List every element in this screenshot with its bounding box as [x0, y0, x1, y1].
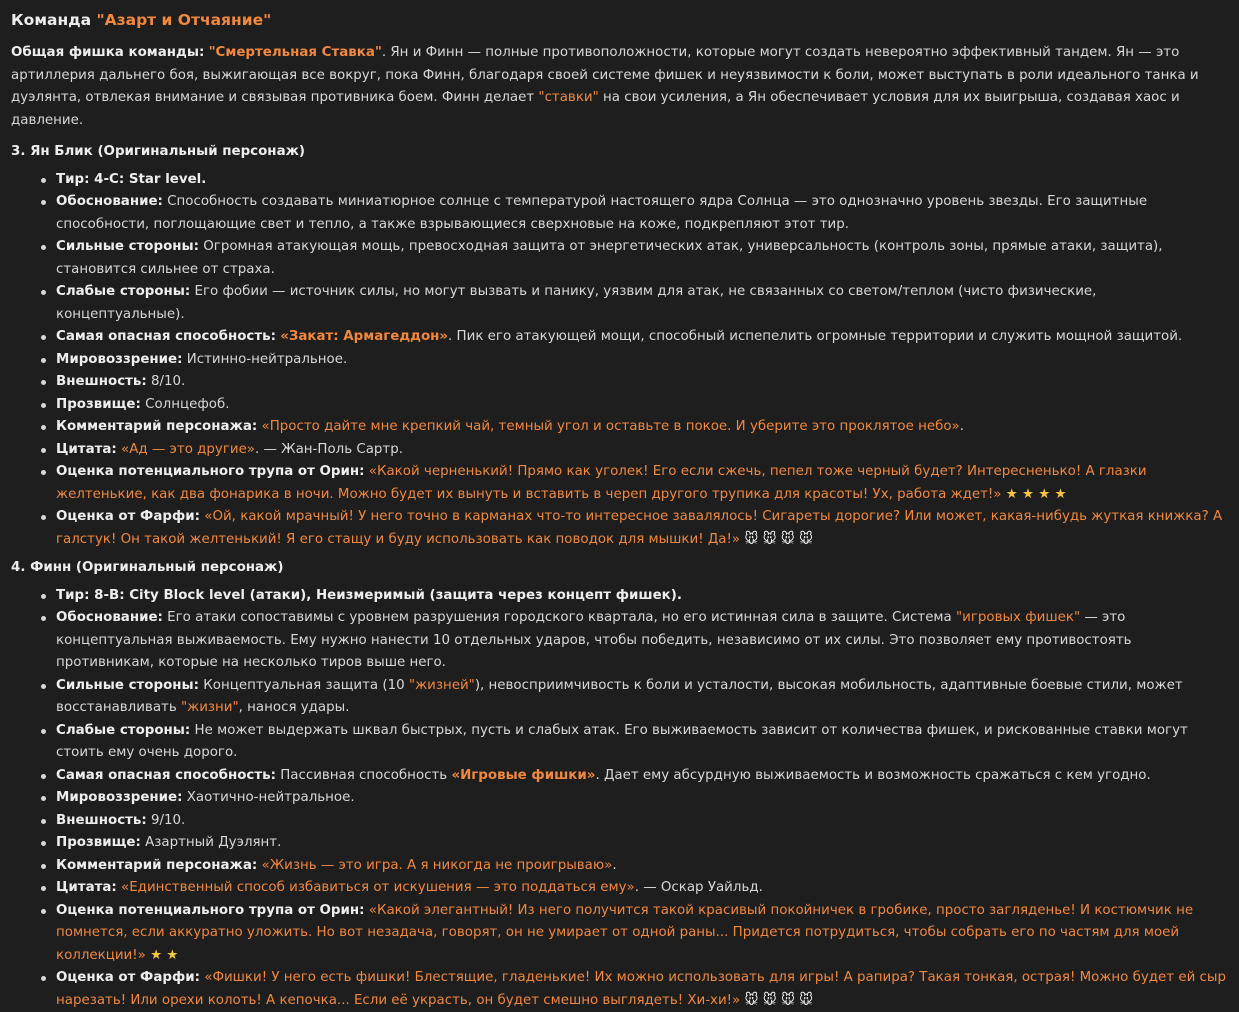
trait-strengths [56, 675, 1227, 720]
trait-value-end: — это концептуальная выживаемость. Ему нужно нанести 10 отдельных ударов, чтобы победить, независимо от их силы. Это позволяет ему противостоять противникам, которые на несколько тиров выше него. [56, 610, 1132, 670]
trait-value: Хаотично-нейтральное. [182, 790, 354, 805]
trait-looks [56, 810, 1227, 833]
trait-value: Не может выдержать шквал быстрых, пусть и слабых атак. Его выживаемость зависит от количества фишек, и рискованные ставки могут стоить ему очень дорого. [56, 723, 1188, 761]
trait-label: Самая опасная способность: [56, 768, 276, 783]
trait-ability [56, 326, 1227, 349]
trait-value: 8-B: City Block level (атаки), Неизмеримый (защита через концепт фишек). [89, 588, 682, 603]
trait-value: Его фобии — источник силы, но могут вызвать и панику, уязвим для атак, не связанных со светом/теплом (чисто физические, концептуальные). [56, 284, 1096, 322]
trait-value: Огромная атакующая мощь, превосходная защита от энергетических атак, универсальность (контроль зоны, прямые атаки, защита), становится сильнее от страха. [56, 239, 1163, 277]
trait-tier [56, 169, 1227, 192]
trait-label: Прозвище: [56, 835, 141, 850]
section-heading: 3. Ян Блик (Оригинальный персонаж) [11, 141, 1227, 164]
title-prefix: Команда [11, 11, 97, 29]
trait-list [11, 169, 1227, 552]
trait-label: Обоснование: [56, 194, 163, 209]
trait-quote [56, 877, 1227, 900]
mouse-rating-icon: 🐭 🐭 🐭 🐭 [745, 993, 814, 1008]
intro-label: Общая фишка команды: [11, 45, 204, 60]
ability-prefix: Пассивная способность [276, 768, 452, 783]
comment-text: «Жизнь — это игра. А я никогда не проигрываю» [262, 858, 613, 873]
trait-orin-rating [56, 900, 1227, 968]
trait-farfi-rating [56, 967, 1227, 1012]
trait-strengths [56, 236, 1227, 281]
trait-label: Оценка от Фарфи: [56, 970, 200, 985]
trait-farfi-rating [56, 506, 1227, 551]
orin-text: «Какой элегантный! Из него получится такой красивый покойничек в гробике, просто загляденье! И костюмчик не помнется, если аккуратно уложить. Но вот незадача, говорят, он не умирает от одной раны... Придется потрудиться, чтобы собрать его по частям для моей коллекции!» [56, 903, 1193, 963]
comment-end: . [960, 419, 964, 434]
trait-tier [56, 585, 1227, 608]
star-rating-icon: ★ ★ [150, 948, 178, 963]
trait-looks [56, 371, 1227, 394]
trait-label: Комментарий персонажа: [56, 419, 257, 434]
trait-value: Концептуальная защита (10 [199, 678, 409, 693]
trait-label: Цитата: [56, 442, 117, 457]
intro-paragraph [11, 42, 1227, 132]
trait-comment [56, 855, 1227, 878]
star-rating-icon: ★ ★ ★ ★ [1006, 487, 1067, 502]
section-heading: 4. Финн (Оригинальный персонаж) [11, 557, 1227, 580]
trait-alignment [56, 349, 1227, 372]
document [11, 8, 1227, 1012]
trait-value: Азартный Дуэлянт. [141, 835, 282, 850]
comment-end: . [612, 858, 616, 873]
character-section-yan [11, 141, 1227, 551]
trait-nickname [56, 832, 1227, 855]
farfi-text: «Ой, какой мрачный! У него точно в карманах что-то интересное завалялось! Сигареты дорогие? Или может, какая-нибудь жуткая книжка? А галстук! Он такой желтенький! Я его стащу и буду использовать как поводок для мышки! Да!» [56, 509, 1222, 547]
trait-value: Его атаки сопоставимы с уровнем разрушения городского квартала, но его истинная сила в защите. Система [163, 610, 956, 625]
trait-quote [56, 439, 1227, 462]
intro-gimmick: "Смертельная Ставка" [209, 45, 382, 60]
comment-text: «Просто дайте мне крепкий чай, темный угол и оставьте в покое. И уберите это проклятое небо» [262, 419, 960, 434]
trait-value-mid: ), невосприимчивость к боли и усталости, высокая мобильность, адаптивные боевые стили, может восстанавливать [56, 678, 1183, 716]
trait-value: Солнцефоб. [141, 397, 230, 412]
intro-bets: "ставки" [538, 90, 598, 105]
trait-list [11, 585, 1227, 1012]
ability-name: «Игровые фишки» [451, 768, 595, 783]
trait-comment [56, 416, 1227, 439]
trait-value: 4-C: Star level. [89, 172, 206, 187]
trait-orin-rating [56, 461, 1227, 506]
lives-term: "жизней" [409, 678, 475, 693]
trait-label: Внешность: [56, 813, 147, 828]
trait-value: . Дает ему абсурдную выживаемость и возможность сражаться с кем угодно. [595, 768, 1150, 783]
trait-label: Тир: [56, 172, 89, 187]
trait-label: Цитата: [56, 880, 117, 895]
trait-label: Слабые стороны: [56, 723, 190, 738]
trait-value-end: , нанося удары. [239, 700, 350, 715]
trait-weaknesses [56, 720, 1227, 765]
trait-value: . Пик его атакующей мощи, способный испепелить огромные территории и служить мощной защитой. [448, 329, 1182, 344]
mouse-rating-icon: 🐭 🐭 🐭 🐭 [744, 532, 813, 547]
intro-text: . Ян и Финн — полные противоположности, которые могут создать невероятно эффективный тандем. Ян — это артиллерия дальнего боя, выжигающая все вокруг, пока Финн, благодаря своей системе фишек и неуязвимости к боли, может выступать в роли идеального танка и дуэлянта, отвлекая внимание и связывая противника боем. Финн делает [11, 45, 1199, 105]
trait-weaknesses [56, 281, 1227, 326]
page-title [11, 8, 1227, 32]
trait-label: Внешность: [56, 374, 147, 389]
trait-justification [56, 607, 1227, 675]
trait-justification [56, 191, 1227, 236]
intro-text-end: на свои усиления, а Ян обеспечивает условия для их выигрыша, создавая хаос и давление. [11, 90, 1180, 128]
trait-label: Самая опасная способность: [56, 329, 276, 344]
chips-term: "игровых фишек" [956, 610, 1080, 625]
trait-label: Мировоззрение: [56, 352, 182, 367]
trait-label: Мировоззрение: [56, 790, 182, 805]
team-name: "Азарт и Отчаяние" [97, 11, 272, 29]
trait-alignment [56, 787, 1227, 810]
quote-author: . — Оскар Уайльд. [635, 880, 763, 895]
trait-label: Оценка от Фарфи: [56, 509, 200, 524]
trait-ability [56, 765, 1227, 788]
quote-author: . — Жан-Поль Сартр. [255, 442, 403, 457]
trait-label: Оценка потенциального трупа от Орин: [56, 464, 365, 479]
trait-value: Способность создавать миниатюрное солнце с температурой настоящего ядра Солнца — это однозначно уровень звезды. Его защитные способности, поглощающие свет и тепло, а также взрывающиеся сверхновые на коже, подкрепляют этот тир. [56, 194, 1147, 232]
trait-label: Обоснование: [56, 610, 163, 625]
trait-label: Оценка потенциального трупа от Орин: [56, 903, 365, 918]
trait-value: Истинно-нейтральное. [182, 352, 347, 367]
farfi-text: «Фишки! У него есть фишки! Блестящие, гладенькие! Их можно использовать для игры! А рапира? Такая тонкая, острая! Можно будет ей сыр нарезать! Или орехи колоть! А кепочка... Если её украсть, он будет смешно выглядеть! Хи-хи!» [56, 970, 1226, 1008]
lives-term-2: "жизни" [181, 700, 239, 715]
quote-text: «Ад — это другие» [121, 442, 255, 457]
trait-label: Прозвище: [56, 397, 141, 412]
orin-text: «Какой черненький! Прямо как уголек! Его если сжечь, пепел тоже черный будет? Интересненько! А глазки желтенькие, как два фонарика в ночи. Можно будет их вынуть и вставить в череп другого трупика для красоты! Ух, работа ждет!» [56, 464, 1147, 502]
trait-label: Комментарий персонажа: [56, 858, 257, 873]
ability-name: «Закат: Армагеддон» [280, 329, 448, 344]
trait-value: 9/10. [147, 813, 186, 828]
trait-label: Слабые стороны: [56, 284, 190, 299]
quote-text: «Единственный способ избавиться от искушения — это поддаться ему» [121, 880, 635, 895]
trait-value: 8/10. [147, 374, 186, 389]
trait-nickname [56, 394, 1227, 417]
trait-label: Тир: [56, 588, 89, 603]
trait-label: Сильные стороны: [56, 678, 199, 693]
character-section-finn [11, 557, 1227, 1012]
trait-label: Сильные стороны: [56, 239, 199, 254]
